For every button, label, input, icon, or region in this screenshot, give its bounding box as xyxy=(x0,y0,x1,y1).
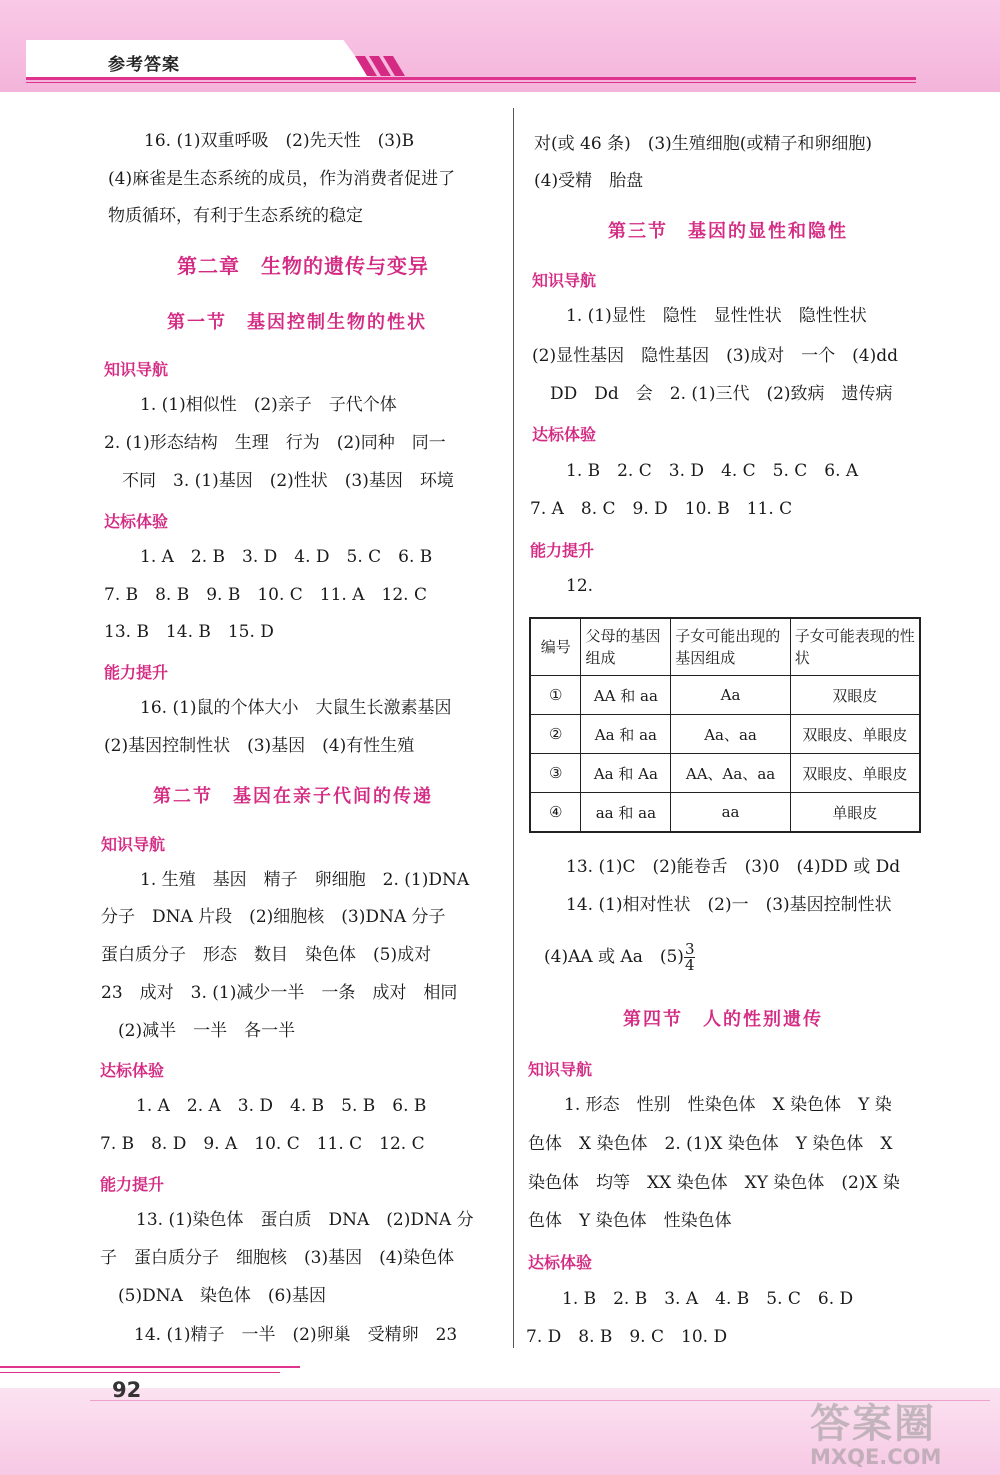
answer-line: 7. D 8. B 9. C 10. D xyxy=(526,1327,728,1347)
watermark-text: 答案圈 xyxy=(810,1401,936,1447)
answer-line: 物质循环，有利于生态系统的稳定 xyxy=(108,206,363,226)
answer-line: 对(或 46 条) (3)生殖细胞(或精子和卵细胞) xyxy=(534,134,873,154)
answer-line: (4)受精 胎盘 xyxy=(534,171,644,191)
table-row xyxy=(530,676,920,715)
answer-text: (4)AA 或 Aa (5) xyxy=(544,947,684,967)
fraction-numerator: 3 xyxy=(684,940,695,958)
table-cell: ① xyxy=(530,676,581,715)
footer-rule-thin xyxy=(0,1372,280,1373)
page-number: 92 xyxy=(112,1378,142,1402)
section-title: 第四节 人的性别遗传 xyxy=(623,1009,823,1030)
subsection-label: 知识导航 xyxy=(104,360,169,379)
answer-line xyxy=(544,942,695,973)
answer-line: 1. (1)相似性 (2)亲子 子代个体 xyxy=(140,395,397,415)
subsection-label: 达标体验 xyxy=(528,1253,593,1272)
subsection-label: 能力提升 xyxy=(530,541,595,560)
section-title: 第二节 基因在亲子代间的传递 xyxy=(153,786,433,807)
answer-line: 染色体 均等 XX 染色体 XY 染色体 (2)X 染 xyxy=(528,1173,900,1193)
answer-line: (2)基因控制性状 (3)基因 (4)有性生殖 xyxy=(104,736,415,756)
subsection-label: 达标体验 xyxy=(100,1061,165,1080)
answer-line: 1. A 2. A 3. D 4. B 5. B 6. B xyxy=(136,1096,427,1116)
footer-rule xyxy=(0,1366,300,1368)
answer-line: 1. 形态 性别 性染色体 X 染色体 Y 染 xyxy=(564,1095,892,1115)
answer-line: 1. B 2. B 3. A 4. B 5. C 6. D xyxy=(562,1289,854,1309)
section-title: 第一节 基因控制生物的性状 xyxy=(167,312,427,333)
answer-line: 16. (1)双重呼吸 (2)先天性 (3)B xyxy=(144,131,415,151)
table-row xyxy=(530,715,920,754)
answer-line: 13. (1)染色体 蛋白质 DNA (2)DNA 分 xyxy=(136,1210,474,1230)
table-cell: Aa 和 aa xyxy=(581,715,671,754)
subsection-label: 达标体验 xyxy=(104,512,169,531)
answer-line: 1. (1)显性 隐性 显性性状 隐性性状 xyxy=(566,306,867,326)
table-cell: Aa、aa xyxy=(671,715,791,754)
table-header-cell: 编号 xyxy=(530,618,581,676)
section-title: 第三节 基因的显性和隐性 xyxy=(608,221,848,242)
answer-line: DD Dd 会 2. (1)三代 (2)致病 遗传病 xyxy=(550,384,893,404)
subsection-label: 能力提升 xyxy=(104,663,169,682)
answer-line: 7. A 8. C 9. D 10. B 11. C xyxy=(530,499,793,519)
column-divider xyxy=(513,108,514,1348)
answer-line: 23 成对 3. (1)减少一半 一条 成对 相同 xyxy=(101,983,458,1003)
table-cell: aa 和 aa xyxy=(581,793,671,833)
answer-line: 16. (1)鼠的个体大小 大鼠生长激素基因 xyxy=(140,698,452,718)
answer-line: 不同 3. (1)基因 (2)性状 (3)基因 环境 xyxy=(122,471,454,491)
table-row xyxy=(530,793,920,833)
genotype-table xyxy=(529,617,921,833)
subsection-label: 达标体验 xyxy=(532,425,597,444)
answer-line: 子 蛋白质分子 细胞核 (3)基因 (4)染色体 xyxy=(100,1248,455,1268)
table-header-cell: 子女可能表现的性状 xyxy=(790,618,920,676)
answer-line: 1. 生殖 基因 精子 卵细胞 2. (1)DNA xyxy=(140,870,470,890)
subsection-label: 知识导航 xyxy=(101,835,166,854)
chapter-title: 第二章 生物的遗传与变异 xyxy=(177,254,429,278)
answer-line: 2. (1)形态结构 生理 行为 (2)同种 同一 xyxy=(104,433,446,453)
answer-line: 蛋白质分子 形态 数目 染色体 (5)成对 xyxy=(101,945,432,965)
answer-line: 7. B 8. B 9. B 10. C 11. A 12. C xyxy=(104,585,427,605)
table-cell: aa xyxy=(671,793,791,833)
answer-line: 14. (1)精子 一半 (2)卵巢 受精卵 23 xyxy=(134,1325,458,1345)
table-cell: 双眼皮、单眼皮 xyxy=(790,715,920,754)
subsection-label: 能力提升 xyxy=(100,1175,165,1194)
table-header-cell: 父母的基因组成 xyxy=(581,618,671,676)
table-cell: 单眼皮 xyxy=(790,793,920,833)
page-header-title: 参考答案 xyxy=(108,55,180,75)
table-cell: AA、Aa、aa xyxy=(671,754,791,793)
table-cell: 双眼皮 xyxy=(790,676,920,715)
header-rule xyxy=(26,77,916,80)
watermark-logo xyxy=(810,1392,988,1470)
answer-line: 13. B 14. B 15. D xyxy=(104,622,274,642)
table-cell: ② xyxy=(530,715,581,754)
answer-line: 1. B 2. C 3. D 4. C 5. C 6. A xyxy=(566,461,859,481)
table-cell: AA 和 aa xyxy=(581,676,671,715)
table-header-cell: 子女可能出现的基因组成 xyxy=(671,618,791,676)
table-cell: Aa xyxy=(671,676,791,715)
subsection-label: 知识导航 xyxy=(532,271,597,290)
subsection-label: 知识导航 xyxy=(528,1060,593,1079)
watermark-url: MXQE.COM xyxy=(810,1445,942,1469)
fraction-denominator: 4 xyxy=(684,956,695,974)
answer-line: (2)减半 一半 各一半 xyxy=(118,1021,296,1041)
answer-line: (4)麻雀是生态系统的成员，作为消费者促进了 xyxy=(108,169,456,189)
answer-line: (5)DNA 染色体 (6)基因 xyxy=(118,1286,326,1306)
answer-line: 色体 X 染色体 2. (1)X 染色体 Y 染色体 X xyxy=(528,1134,893,1154)
table-cell: ③ xyxy=(530,754,581,793)
answer-line: 12. xyxy=(566,576,594,596)
answer-line: 色体 Y 染色体 性染色体 xyxy=(528,1211,732,1231)
table-cell: ④ xyxy=(530,793,581,833)
fraction xyxy=(684,942,696,973)
answer-line: 7. B 8. D 9. A 10. C 11. C 12. C xyxy=(100,1134,425,1154)
header-tab xyxy=(26,40,371,78)
table-row xyxy=(530,754,920,793)
answer-line: 13. (1)C (2)能卷舌 (3)0 (4)DD 或 Dd xyxy=(566,857,901,877)
table-cell: 双眼皮、单眼皮 xyxy=(790,754,920,793)
table-cell: Aa 和 Aa xyxy=(581,754,671,793)
answer-line: 14. (1)相对性状 (2)一 (3)基因控制性状 xyxy=(566,895,892,915)
answer-line: 分子 DNA 片段 (2)细胞核 (3)DNA 分子 xyxy=(101,907,446,927)
table-header-row xyxy=(530,618,920,676)
answer-line: 1. A 2. B 3. D 4. D 5. C 6. B xyxy=(140,547,433,567)
answer-line: (2)显性基因 隐性基因 (3)成对 一个 (4)dd xyxy=(532,346,899,366)
header-rule-thin xyxy=(26,82,916,83)
